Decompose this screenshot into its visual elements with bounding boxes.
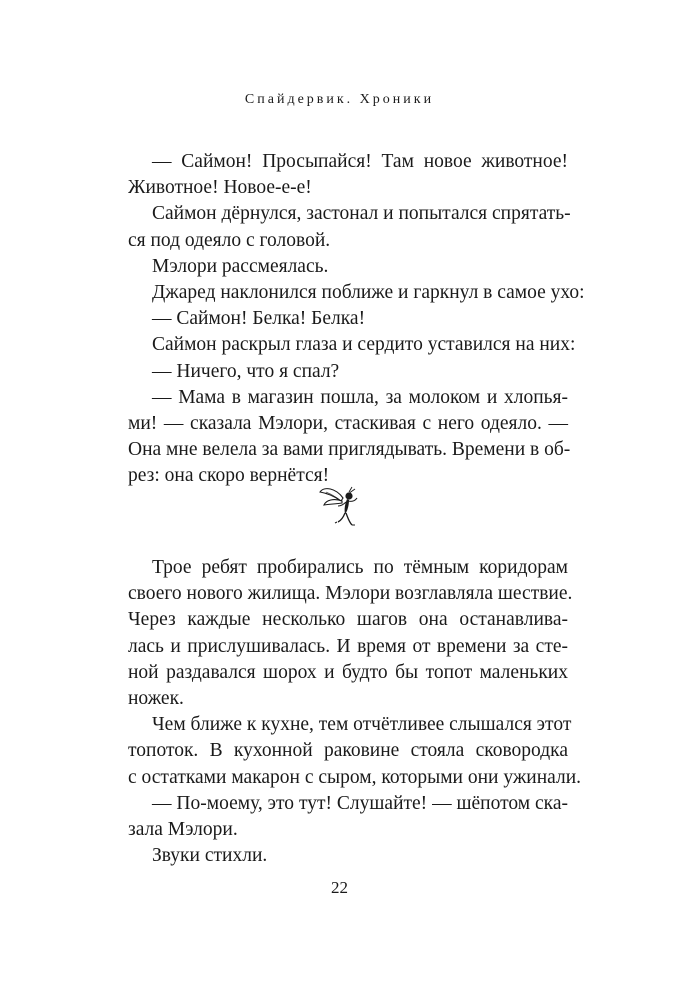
- text-line: Мэлори рассмеялась.: [152, 255, 329, 277]
- text-line: зала Мэлори.: [128, 819, 238, 841]
- text-line: — Мама в магазин пошла, за молоком и хлопья-: [152, 386, 568, 408]
- text-line: Звуки стихли.: [152, 845, 268, 867]
- text-line: Саймон дёрнулся, застонал и попытался спрятать-: [152, 203, 571, 225]
- text-line: Чем ближе к кухне, тем отчётливее слышался этот: [152, 714, 572, 736]
- text-line: ной раздавался шорох и будто бы топот маленьких: [128, 661, 568, 683]
- text-line: ми! — сказала Мэлори, стаскивая с него одеяло. —: [128, 413, 568, 435]
- text-line: топоток. В кухонной раковине стояла сковородка: [128, 740, 568, 762]
- text-line: с остатками макарон с сыром, которыми они ужинали.: [128, 766, 582, 788]
- text-section-1: [128, 149, 585, 490]
- text-line: — Саймон! Просыпайся! Там новое животное!: [152, 151, 568, 172]
- text-line: рез: она скоро вернётся!: [128, 465, 330, 487]
- text-line: Джаред наклонился поближе и гаркнул в самое ухо:: [152, 282, 585, 304]
- running-head: Спайдервик. Хроники: [244, 92, 435, 107]
- text-line: Через каждые несколько шагов она останавлива-: [128, 609, 568, 631]
- text-line: Она мне велела за вами приглядывать. Времени в об-: [128, 439, 571, 461]
- text-line: ножек.: [128, 688, 184, 710]
- fairy-ornament-icon: [316, 484, 366, 530]
- text-line: Животное! Новое-е-е!: [128, 177, 312, 199]
- text-line: Саймон раскрыл глаза и сердито уставился на них:: [152, 334, 576, 356]
- text-line: Трое ребят пробирались по тёмным коридорам: [152, 557, 568, 578]
- text-line: — Саймон! Белка! Белка!: [152, 308, 366, 330]
- text-line: своего нового жилища. Мэлори возглавляла шествие.: [128, 583, 573, 605]
- page-number: 22: [331, 878, 348, 897]
- text-section-2: [128, 555, 582, 869]
- text-line: — По-моему, это тут! Слушайте! — шёпотом ска-: [152, 792, 568, 814]
- text-line: ся под одеяло с головой.: [128, 229, 331, 251]
- text-line: — Ничего, что я спал?: [152, 360, 340, 382]
- text-line: лась и прислушивалась. И время от времени за сте-: [128, 635, 568, 657]
